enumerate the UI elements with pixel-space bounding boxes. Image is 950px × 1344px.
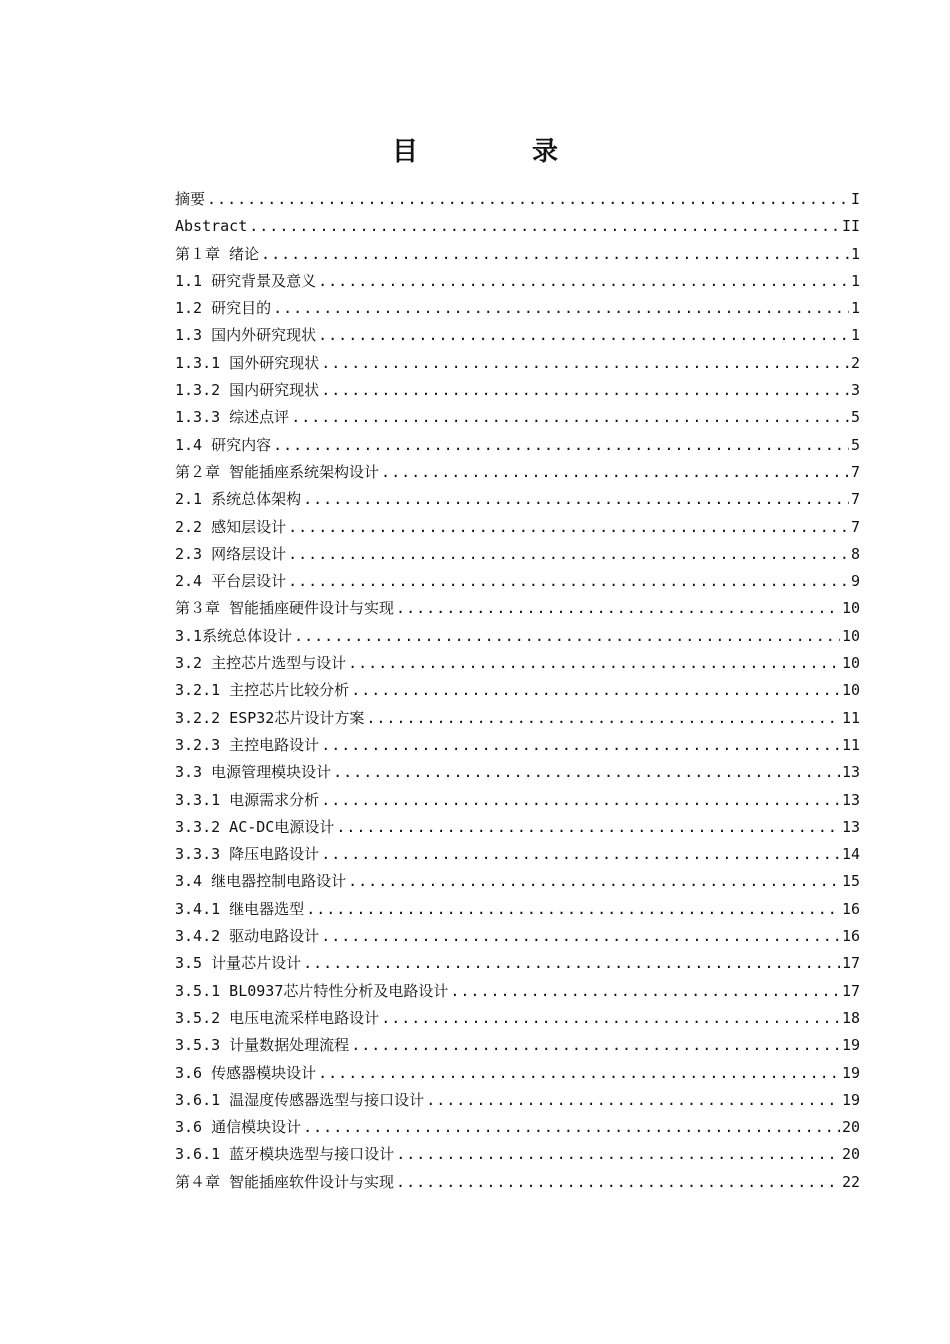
toc-entry-page-number: 11: [841, 708, 860, 727]
toc-entry-label: 3.5 计量芯片设计: [175, 954, 302, 973]
toc-entry-page-number: 7: [850, 490, 860, 509]
toc-entry[interactable]: [175, 705, 860, 732]
toc-dot-leader: [450, 978, 840, 1005]
toc-dot-leader: [273, 432, 849, 459]
toc-dot-leader: [207, 186, 849, 213]
toc-dot-leader: [291, 404, 849, 431]
toc-entry-page-number: 11: [841, 735, 860, 754]
toc-dot-leader: [303, 950, 840, 977]
toc-entry-label: 3.5.2 电压电流采样电路设计: [175, 1008, 380, 1027]
toc-entry-label: 1.3.1 国外研究现状: [175, 353, 320, 372]
toc-entry-label: 1.3.3 综述点评: [175, 408, 290, 427]
toc-entry[interactable]: [175, 350, 860, 377]
toc-entry[interactable]: [175, 568, 860, 595]
toc-entry-label: 3.4 继电器控制电路设计: [175, 872, 347, 891]
toc-entry-page-number: 19: [841, 1036, 860, 1055]
toc-dot-leader: [381, 459, 849, 486]
toc-entry[interactable]: [175, 514, 860, 541]
toc-dot-leader: [351, 1032, 840, 1059]
toc-entry-page-number: 7: [850, 517, 860, 536]
toc-entry-page-number: 13: [841, 790, 860, 809]
toc-dot-leader: [348, 650, 840, 677]
toc-entry-label: 1.3.2 国内研究现状: [175, 381, 320, 400]
toc-dot-leader: [333, 759, 840, 786]
toc-entry[interactable]: [175, 404, 860, 431]
toc-entry[interactable]: [175, 868, 860, 895]
toc-entry-page-number: 10: [841, 599, 860, 618]
toc-entry[interactable]: [175, 268, 860, 295]
toc-entry-page-number: 1: [850, 326, 860, 345]
toc-entry-label: 摘要: [175, 190, 206, 208]
toc-dot-leader: [351, 677, 840, 704]
toc-dot-leader: [321, 350, 849, 377]
toc-dot-leader: [396, 595, 840, 622]
toc-entry-label: 3.2 主控芯片选型与设计: [175, 654, 347, 673]
toc-entry-label: 3.4.1 继电器选型: [175, 899, 305, 918]
toc-entry-page-number: 10: [841, 681, 860, 700]
toc-entry-page-number: 7: [850, 462, 860, 481]
toc-dot-leader: [303, 1114, 840, 1141]
toc-entry-page-number: 16: [841, 899, 860, 918]
toc-entry-page-number: 18: [841, 1008, 860, 1027]
toc-entry[interactable]: [175, 923, 860, 950]
toc-entry[interactable]: [175, 377, 860, 404]
toc-dot-leader: [381, 1005, 840, 1032]
toc-entry-page-number: 14: [841, 845, 860, 864]
toc-entry-page-number: 19: [841, 1090, 860, 1109]
toc-entry-label: 3.3.1 电源需求分析: [175, 790, 320, 809]
toc-entry-page-number: 1: [850, 299, 860, 318]
toc-entry-label: 2.3 网络层设计: [175, 544, 287, 563]
toc-entry-page-number: II: [841, 217, 860, 236]
toc-entry-label: 2.1 系统总体架构: [175, 490, 302, 509]
toc-dot-leader: [321, 923, 840, 950]
toc-entry[interactable]: [175, 595, 860, 622]
toc-entry[interactable]: [175, 787, 860, 814]
toc-entry[interactable]: [175, 1141, 860, 1168]
toc-entry-label: 第４章 智能插座软件设计与实现: [175, 1172, 395, 1191]
toc-dot-leader: [288, 514, 849, 541]
toc-entry-page-number: 8: [850, 544, 860, 563]
toc-entry-page-number: I: [850, 190, 860, 208]
toc-entry[interactable]: [175, 677, 860, 704]
toc-entry[interactable]: [175, 1005, 860, 1032]
toc-entry-label: 第１章 绪论: [175, 244, 260, 263]
toc-entry-label: 第３章 智能插座硬件设计与实现: [175, 599, 395, 618]
toc-entry-label: 3.6 传感器模块设计: [175, 1063, 317, 1082]
toc-entry-page-number: 10: [841, 626, 860, 645]
toc-entry[interactable]: [175, 295, 860, 322]
toc-entry[interactable]: [175, 1060, 860, 1087]
toc-entry-label: 3.3 电源管理模块设计: [175, 763, 332, 782]
toc-entry-label: 3.4.2 驱动电路设计: [175, 927, 320, 946]
toc-entry[interactable]: [175, 322, 860, 349]
toc-dot-leader: [321, 732, 840, 759]
toc-entry[interactable]: [175, 896, 860, 923]
toc-entry-page-number: 20: [841, 1118, 860, 1137]
toc-entry-page-number: 17: [841, 981, 860, 1000]
toc-entry-label: 1.3 国内外研究现状: [175, 326, 317, 345]
toc-entry-label: 3.6 通信模块设计: [175, 1118, 302, 1137]
toc-entry-label: 3.2.3 主控电路设计: [175, 735, 320, 754]
toc-entry[interactable]: [175, 732, 860, 759]
toc-entry-label: 1.1 研究背景及意义: [175, 271, 317, 290]
toc-entry[interactable]: [175, 650, 860, 677]
toc-entry-label: 1.2 研究目的: [175, 299, 272, 318]
toc-entry-label: 3.6.1 温湿度传感器选型与接口设计: [175, 1090, 425, 1109]
toc-entry[interactable]: [175, 486, 860, 513]
toc-dot-leader: [273, 295, 849, 322]
toc-entry[interactable]: [175, 814, 860, 841]
toc-entry-page-number: 17: [841, 954, 860, 973]
toc-entry[interactable]: [175, 241, 860, 268]
toc-dot-leader: [321, 841, 840, 868]
toc-dot-leader: [396, 1169, 840, 1196]
toc-entry[interactable]: [175, 623, 860, 650]
toc-entry-label: 3.6.1 蓝牙模块选型与接口设计: [175, 1145, 395, 1164]
toc-entry-page-number: 19: [841, 1063, 860, 1082]
toc-entry-label: 3.5.3 计量数据处理流程: [175, 1036, 350, 1055]
toc-entry[interactable]: [175, 1032, 860, 1059]
page-title: 目 录: [391, 137, 602, 167]
toc-entry-page-number: 1: [850, 271, 860, 290]
toc-entry-label: 3.3.3 降压电路设计: [175, 845, 320, 864]
toc-dot-leader: [336, 814, 840, 841]
toc-entry[interactable]: [175, 841, 860, 868]
toc-dot-leader: [288, 541, 849, 568]
toc-entry[interactable]: [175, 213, 860, 240]
toc-entry-page-number: 5: [850, 435, 860, 454]
toc-entry-label: 3.5.1 BL0937芯片特性分析及电路设计: [175, 981, 449, 1000]
toc-entry-label: 2.2 感知层设计: [175, 517, 287, 536]
toc-dot-leader: [426, 1087, 840, 1114]
toc-dot-leader: [321, 377, 849, 404]
toc-entry[interactable]: [175, 1169, 860, 1196]
toc-dot-leader: [261, 241, 849, 268]
toc-entry-page-number: 15: [841, 872, 860, 891]
toc-entry[interactable]: [175, 459, 860, 486]
toc-entry[interactable]: [175, 186, 860, 213]
toc-entry-label: 第２章 智能插座系统架构设计: [175, 462, 380, 481]
toc-entry[interactable]: [175, 432, 860, 459]
toc-entry-label: 1.4 研究内容: [175, 435, 272, 454]
toc-entry-page-number: 13: [841, 763, 860, 782]
toc-dot-leader: [303, 486, 849, 513]
toc-entry-label: 3.3.2 AC-DC电源设计: [175, 817, 335, 836]
toc-dot-leader: [396, 1141, 840, 1168]
toc-entry[interactable]: [175, 541, 860, 568]
toc-entry-label: 3.1系统总体设计: [175, 626, 293, 645]
toc-entry-page-number: 2: [850, 353, 860, 372]
toc-entry-page-number: 1: [850, 244, 860, 263]
toc-dot-leader: [288, 568, 849, 595]
toc-entry-page-number: 10: [841, 654, 860, 673]
toc-entry-page-number: 13: [841, 817, 860, 836]
toc-dot-leader: [366, 705, 840, 732]
toc-entry-page-number: 16: [841, 927, 860, 946]
toc-entry-label: Abstract: [175, 217, 248, 236]
toc-entry[interactable]: [175, 1087, 860, 1114]
toc-entry-label: 2.4 平台层设计: [175, 572, 287, 591]
toc-entry-page-number: 22: [841, 1172, 860, 1191]
toc-dot-leader: [318, 322, 849, 349]
toc-entry[interactable]: [175, 759, 860, 786]
toc-dot-leader: [306, 896, 840, 923]
toc-entry-page-number: 9: [850, 572, 860, 591]
toc-entry[interactable]: [175, 950, 860, 977]
toc-entry-page-number: 3: [850, 381, 860, 400]
toc-dot-leader: [318, 1060, 840, 1087]
toc-entry-label: 3.2.1 主控芯片比较分析: [175, 681, 350, 700]
table-of-contents: [175, 186, 860, 1196]
toc-entry-page-number: 20: [841, 1145, 860, 1164]
toc-entry-label: 3.2.2 ESP32芯片设计方案: [175, 708, 365, 727]
toc-dot-leader: [318, 268, 849, 295]
toc-dot-leader: [321, 787, 840, 814]
toc-dot-leader: [348, 868, 840, 895]
toc-entry[interactable]: [175, 978, 860, 1005]
toc-dot-leader: [249, 213, 840, 240]
toc-entry[interactable]: [175, 1114, 860, 1141]
toc-dot-leader: [294, 623, 840, 650]
toc-entry-page-number: 5: [850, 408, 860, 427]
